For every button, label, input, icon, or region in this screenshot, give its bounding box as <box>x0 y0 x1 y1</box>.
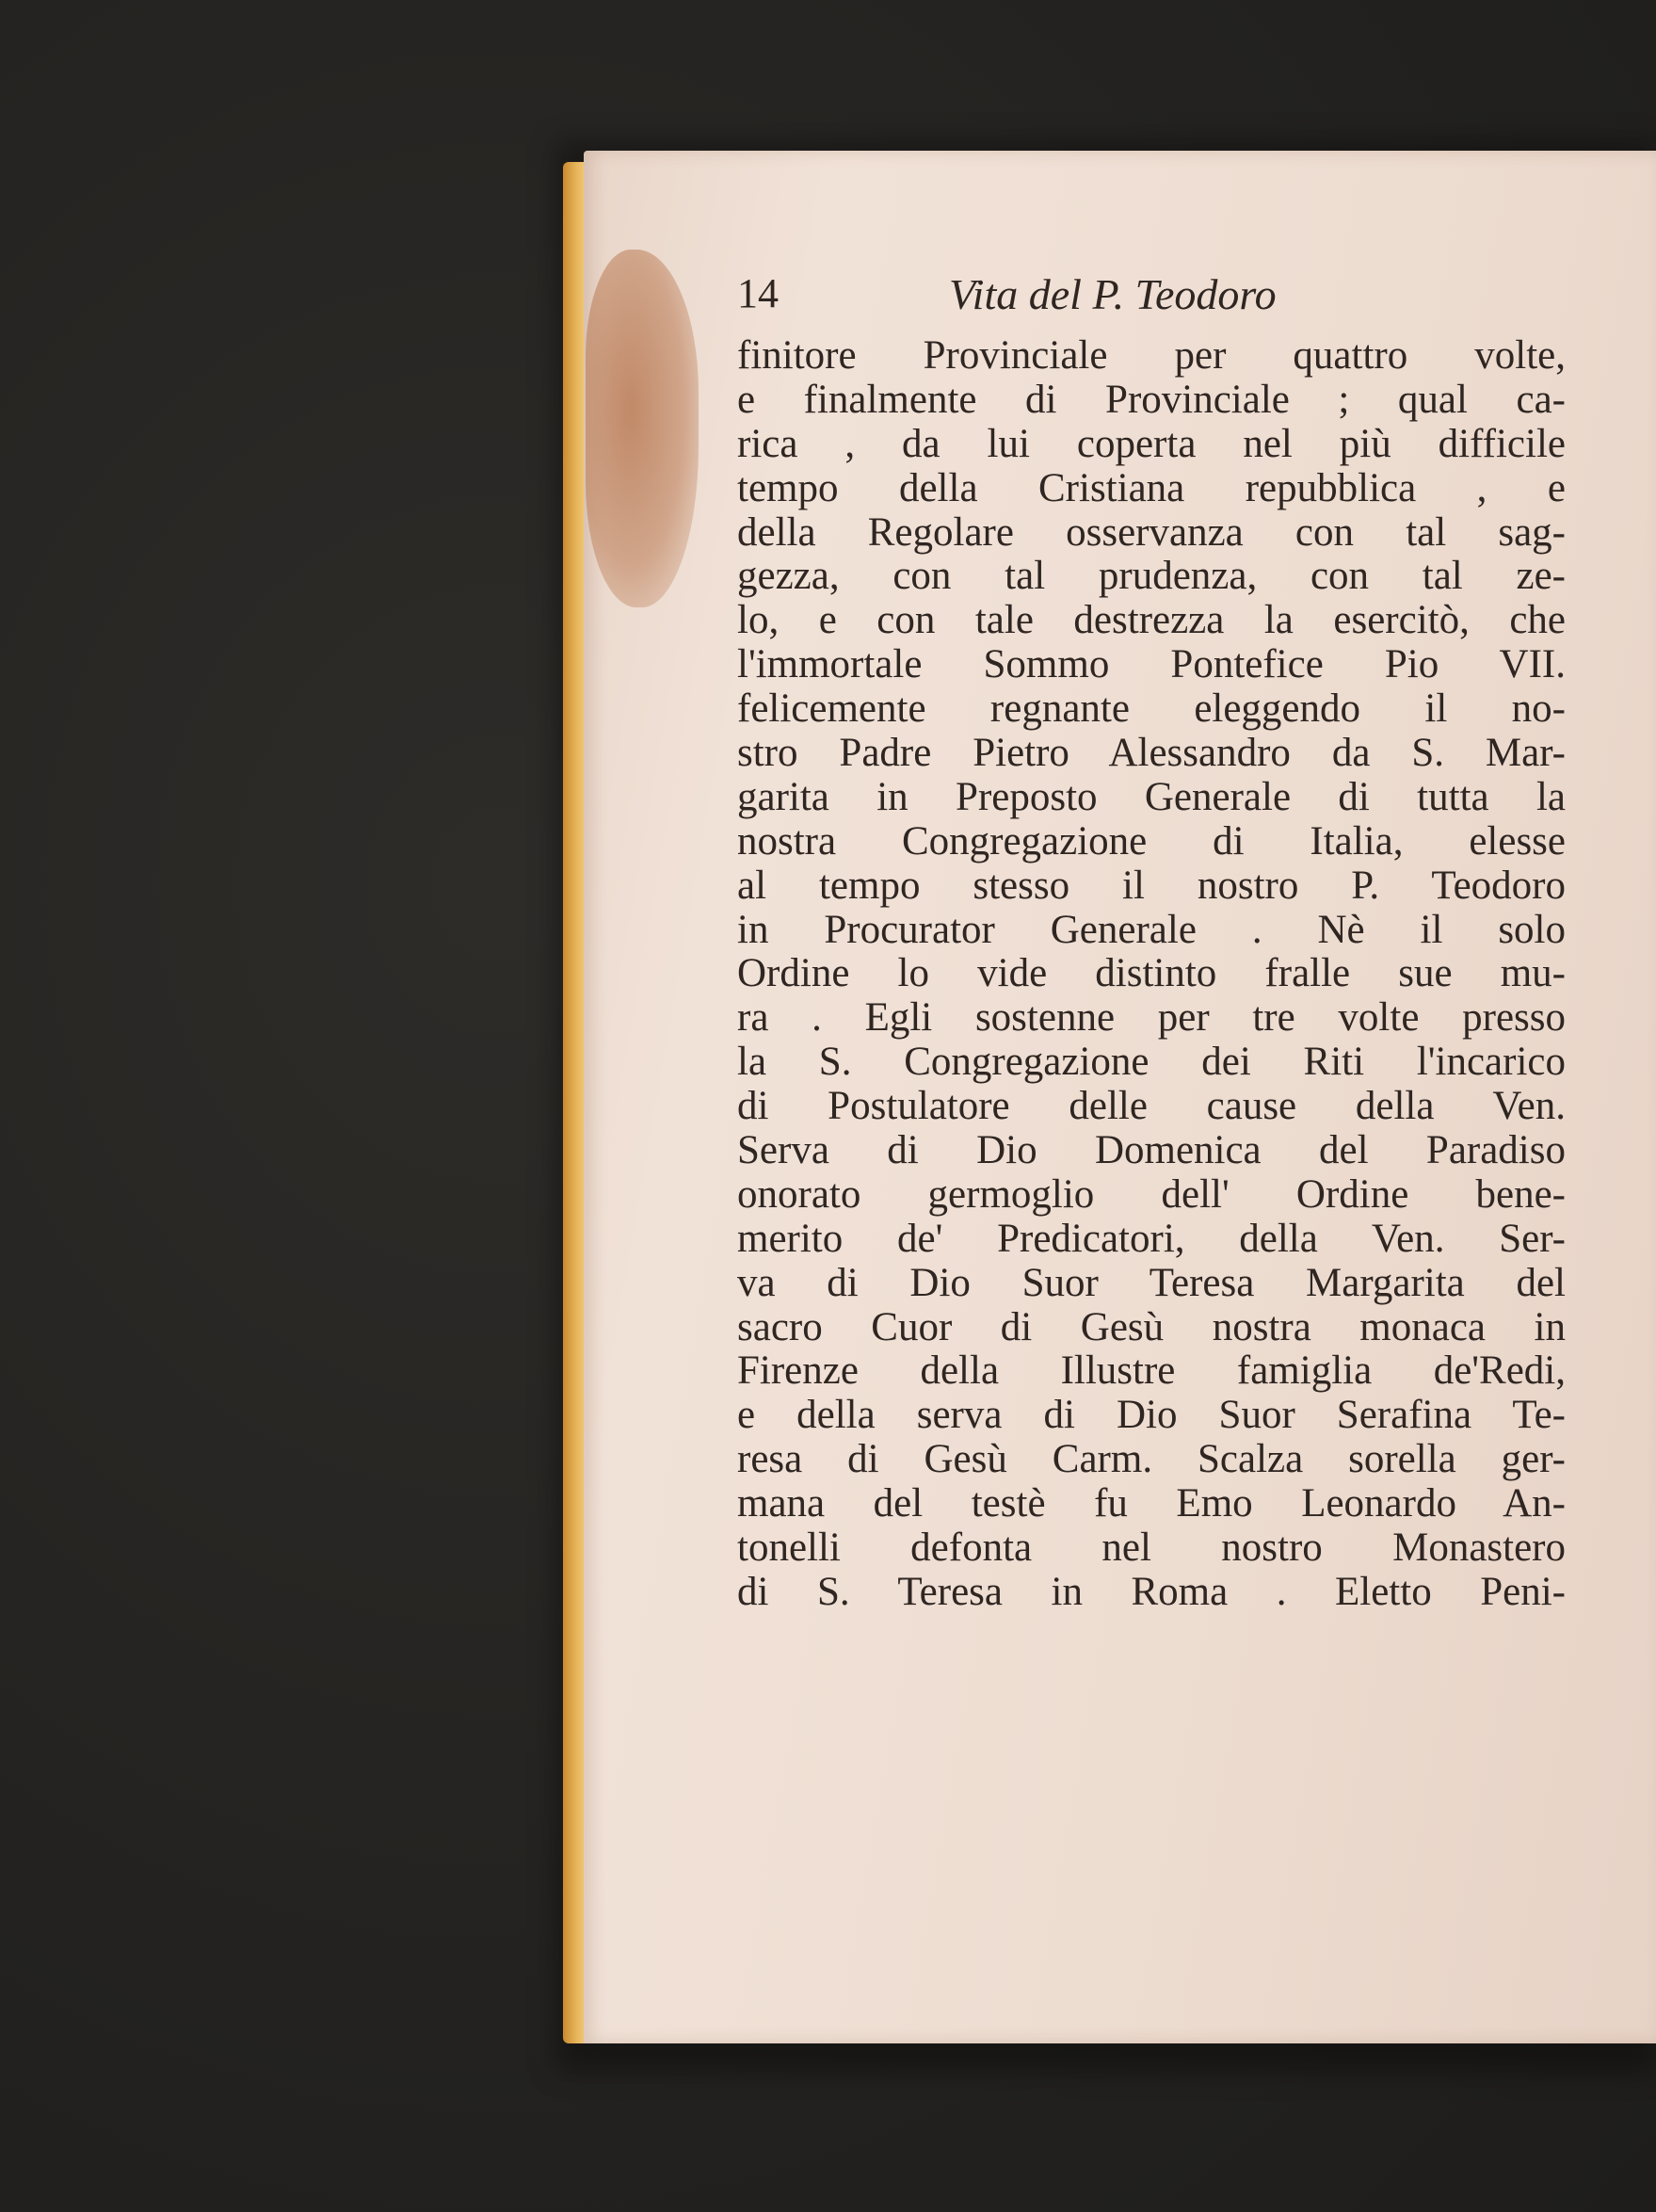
text-line: finitore Provinciale per quattro volte, <box>737 333 1566 378</box>
text-line: e finalmente di Provinciale ; qual ca- <box>737 377 1566 422</box>
text-line: tempo della Cristiana repubblica , e <box>737 465 1566 510</box>
text-line: merito de' Predicatori, della Ven. Ser- <box>737 1216 1566 1261</box>
text-line: in Procurator Generale . Nè il solo <box>737 907 1566 952</box>
text-line: stro Padre Pietro Alessandro da S. Mar- <box>737 731 1566 776</box>
text-line: Serva di Dio Domenica del Paradiso <box>737 1128 1566 1173</box>
text-line: rica , da lui coperta nel più difficile <box>737 421 1566 466</box>
text-line: Firenze della Illustre famiglia de'Redi, <box>737 1348 1566 1394</box>
text-line: e della serva di Dio Suor Serafina Te- <box>737 1393 1566 1438</box>
text-line: della Regolare osservanza con tal sag- <box>737 509 1566 555</box>
body-text <box>737 334 1566 1615</box>
page-number: 14 <box>737 270 779 316</box>
water-stain <box>586 250 699 607</box>
text-line: sacro Cuor di Gesù nostra monaca in <box>737 1304 1566 1349</box>
text-line: va di Dio Suor Teresa Margarita del <box>737 1260 1566 1305</box>
text-line: Ordine lo vide distinto fralle sue mu- <box>737 951 1566 996</box>
running-head: Vita del P. Teodoro <box>949 270 1277 318</box>
text-line: mana del testè fu Emo Leonardo An- <box>737 1481 1566 1526</box>
text-line: tonelli defonta nel nostro Monastero <box>737 1526 1566 1571</box>
text-line: ra . Egli sostenne per tre volte presso <box>737 995 1566 1041</box>
text-line: felicemente regnante eleggendo il no- <box>737 686 1566 732</box>
text-line: lo, e con tale destrezza la esercitò, che <box>737 598 1566 643</box>
text-line: di S. Teresa in Roma . Eletto Peni- <box>737 1569 1566 1614</box>
text-line: l'immortale Sommo Pontefice Pio VII. <box>737 642 1566 687</box>
text-line: onorato germoglio dell' Ordine bene- <box>737 1171 1566 1217</box>
text-line: al tempo stesso il nostro P. Teodoro <box>737 863 1566 908</box>
text-line: garita in Preposto Generale di tutta la <box>737 774 1566 819</box>
text-line: resa di Gesù Carm. Scalza sorella ger- <box>737 1437 1566 1482</box>
text-line: nostra Congregazione di Italia, elesse <box>737 818 1566 864</box>
text-line: la S. Congregazione dei Riti l'incarico <box>737 1040 1566 1085</box>
text-line: gezza, con tal prudenza, con tal ze- <box>737 554 1566 599</box>
page-header <box>737 269 1556 326</box>
text-line: di Postulatore delle cause della Ven. <box>737 1084 1566 1129</box>
